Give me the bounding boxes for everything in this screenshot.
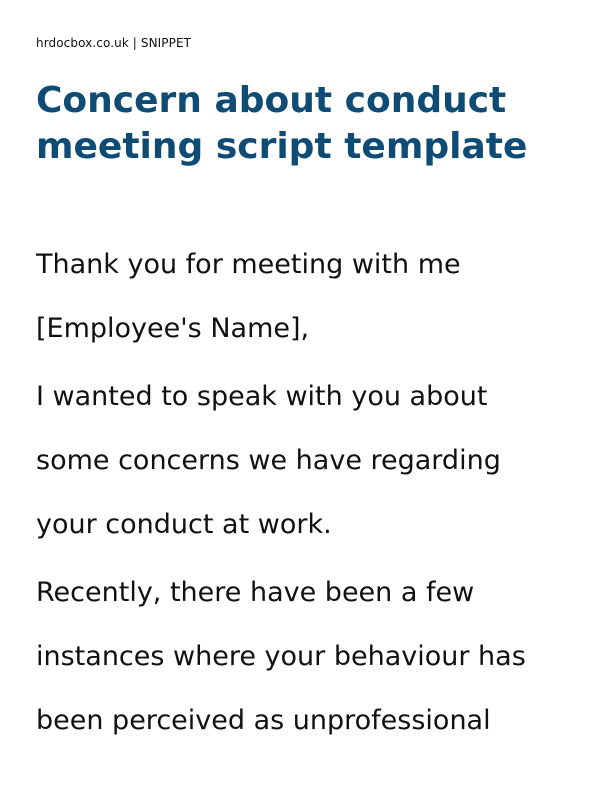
script-body bbox=[36, 233, 576, 757]
title-line: Concern about conduct bbox=[36, 80, 507, 121]
paragraph-details bbox=[36, 561, 576, 753]
text-line: Recently, there have been a few bbox=[36, 577, 475, 608]
source-label: hrdocbox.co.uk | SNIPPET bbox=[36, 36, 192, 50]
page-title bbox=[36, 78, 576, 170]
paragraph-intro bbox=[36, 365, 576, 557]
text-line: instances where your behaviour has bbox=[36, 641, 526, 672]
text-line: your conduct at work. bbox=[36, 509, 332, 540]
text-line: been perceived as unprofessional bbox=[36, 705, 491, 736]
text-line: some concerns we have regarding bbox=[36, 445, 501, 476]
text-line: [Employee's Name], bbox=[36, 313, 310, 344]
paragraph-greeting bbox=[36, 233, 576, 361]
text-line: I wanted to speak with you about bbox=[36, 381, 488, 412]
text-line: Thank you for meeting with me bbox=[36, 249, 461, 280]
title-line: meeting script template bbox=[36, 126, 528, 167]
